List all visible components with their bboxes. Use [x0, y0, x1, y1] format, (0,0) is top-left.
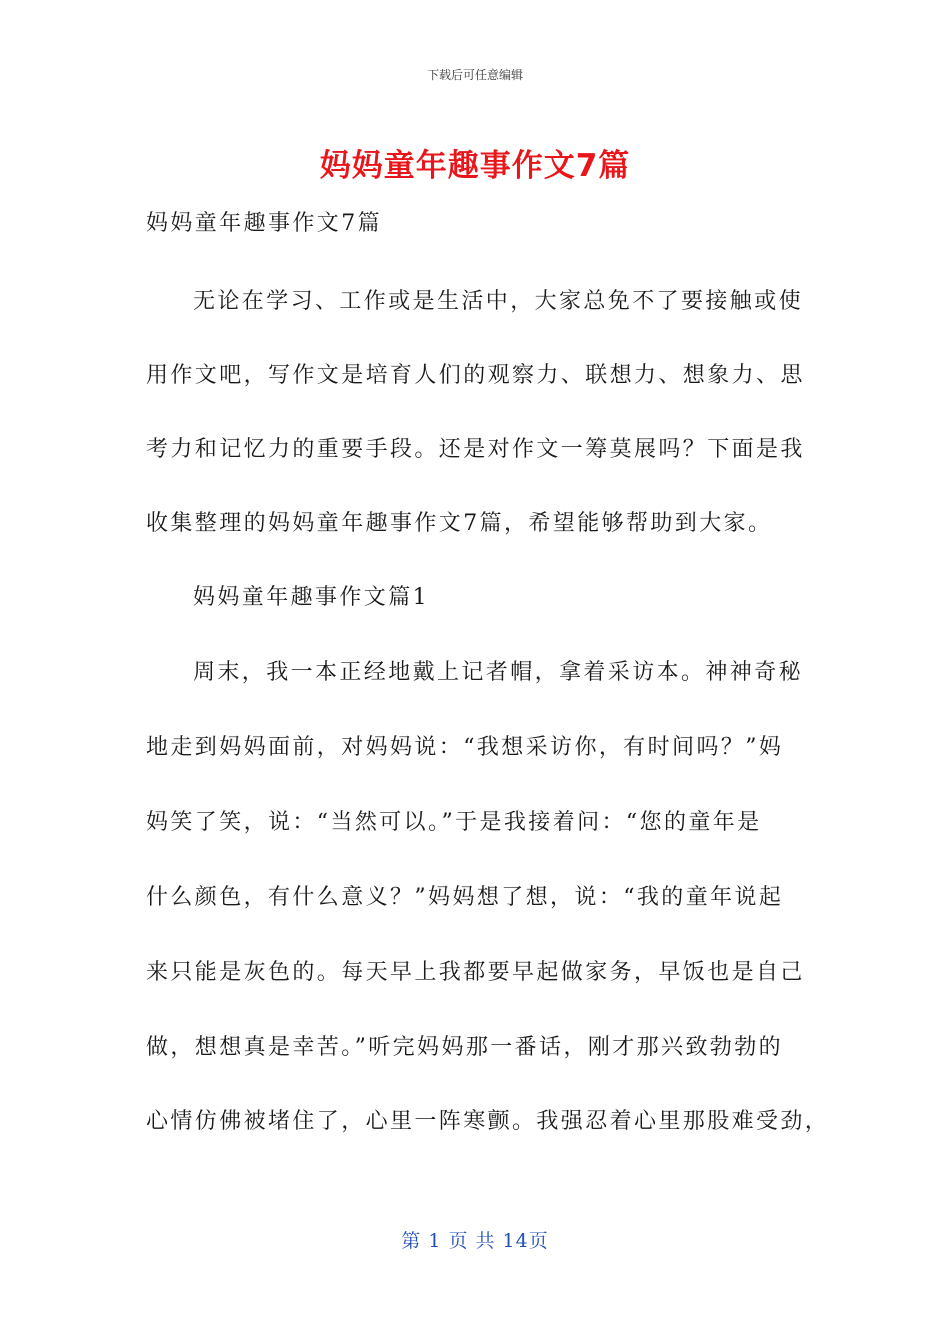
document-title: 妈妈童年趣事作文7篇	[319, 148, 631, 184]
paragraph-line: 考力和记忆力的重要手段。还是对作文一筹莫展吗？下面是我	[146, 437, 805, 462]
header-note: 下载后可任意编辑	[426, 68, 523, 82]
paragraph-line: 什么颜色，有什么意义？”妈妈想了想，说：“我的童年说起	[146, 885, 784, 910]
paragraph-line: 地走到妈妈面前，对妈妈说：“我想采访你，有时间吗？”妈	[146, 735, 784, 760]
paragraph-line: 来只能是灰色的。每天早上我都要早起做家务，早饭也是自己	[146, 960, 805, 985]
paragraph-line: 做，想想真是幸苦。”听完妈妈那一番话，刚才那兴致勃勃的	[146, 1035, 784, 1060]
section-heading: 妈妈童年趣事作文篇1	[193, 585, 429, 610]
paragraph-line: 收集整理的妈妈童年趣事作文7篇，希望能够帮助到大家。	[146, 511, 773, 536]
paragraph-line: 周末，我一本正经地戴上记者帽，拿着采访本。神神奇秘	[193, 660, 804, 685]
subtitle-line: 妈妈童年趣事作文7篇	[146, 211, 382, 236]
page-indicator: 第 1 页 共 14页	[401, 1230, 549, 1252]
paragraph-line: 妈笑了笑，说：“当然可以。”于是我接着问：“您的童年是	[146, 810, 762, 835]
paragraph-line: 无论在学习、工作或是生活中，大家总免不了要接触或使	[193, 289, 804, 314]
paragraph-line: 用作文吧，写作文是培育人们的观察力、联想力、想象力、思	[146, 363, 805, 388]
paragraph-line: 心情仿佛被堵住了，心里一阵寒颤。我强忍着心里那股难受劲，	[146, 1109, 830, 1134]
